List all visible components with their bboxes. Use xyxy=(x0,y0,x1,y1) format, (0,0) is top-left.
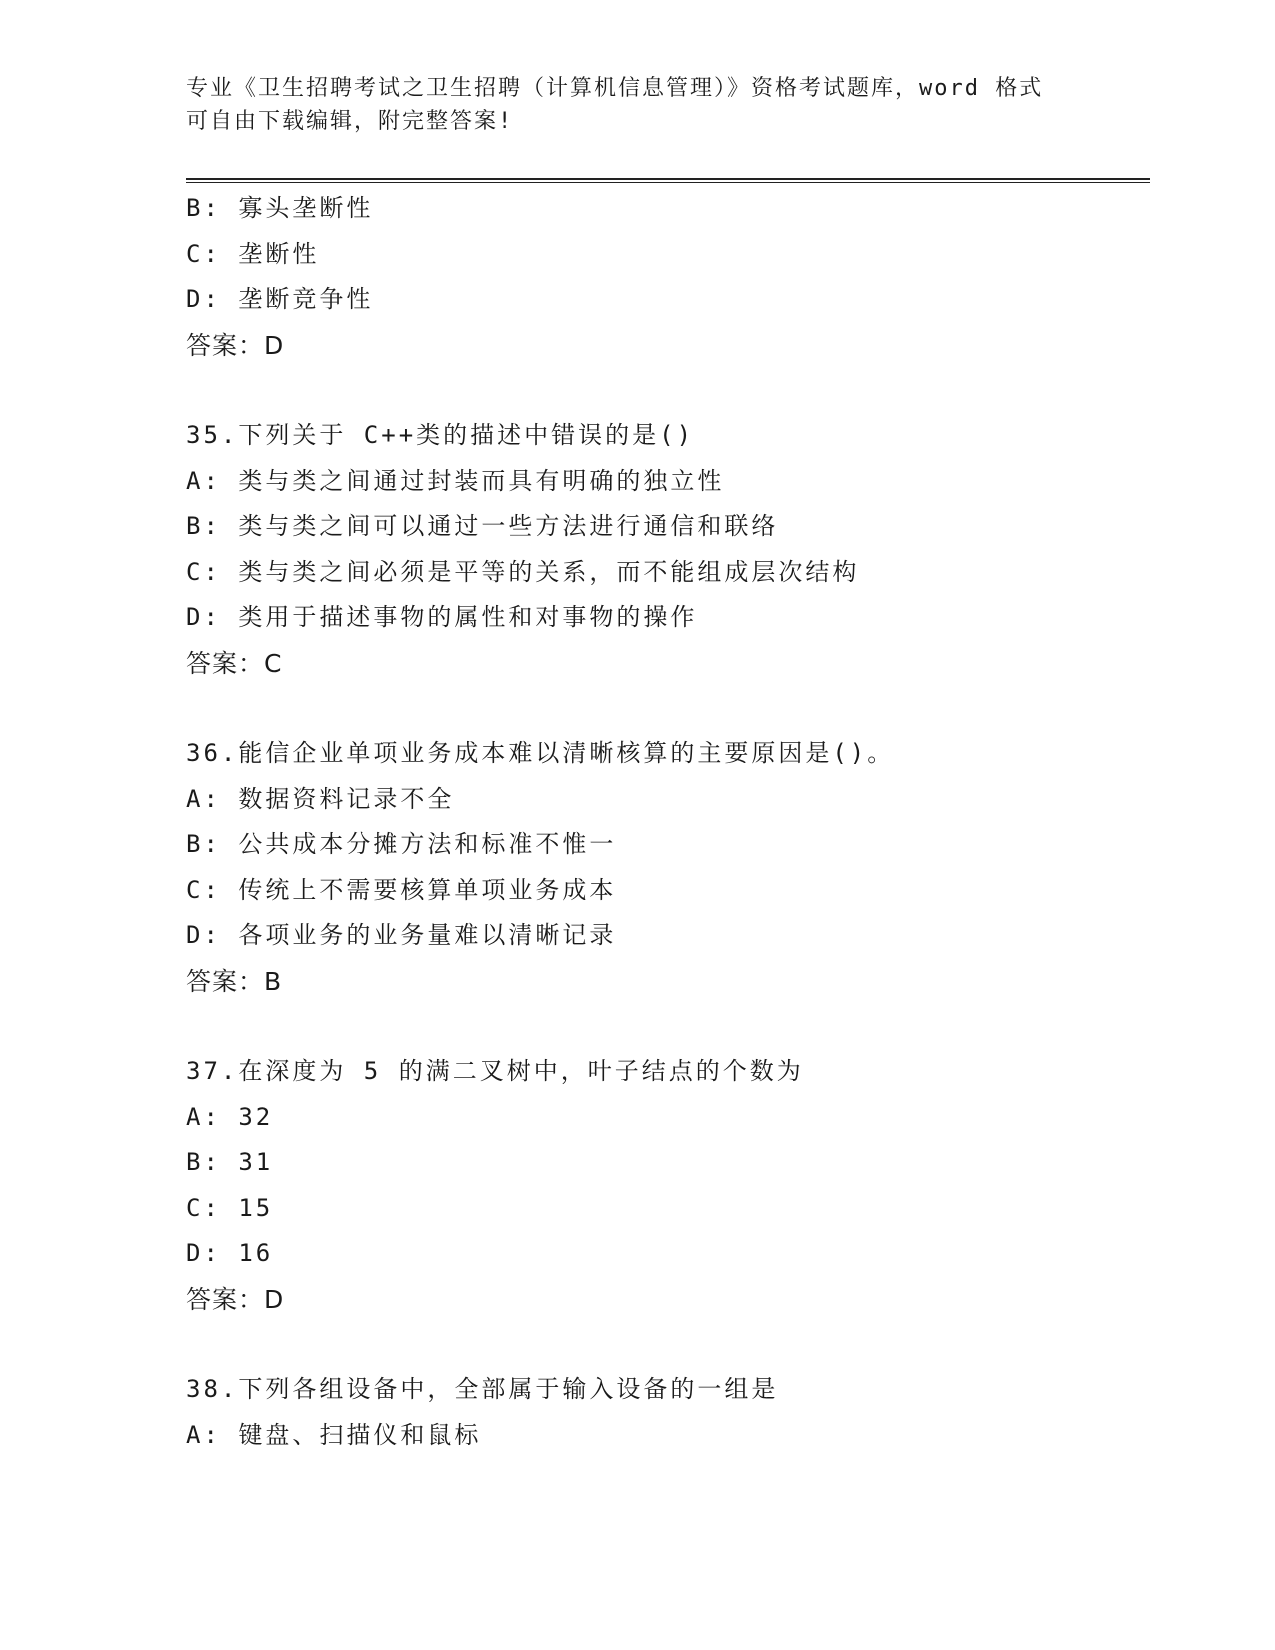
option-c: C: 垄断性 xyxy=(186,239,320,268)
question-stem: 38.下列各组设备中，全部属于输入设备的一组是 xyxy=(186,1375,779,1403)
option-a: A: 数据资料记录不全 xyxy=(186,784,455,813)
spacer xyxy=(186,368,1150,413)
option-a: A: 32 xyxy=(186,1102,274,1131)
option-c: C: 类与类之间必须是平等的关系，而不能组成层次结构 xyxy=(186,557,860,586)
question-stem: 36.能信企业单项业务成本难以清晰核算的主要原因是()。 xyxy=(186,739,895,767)
document-header xyxy=(186,72,1086,138)
header-title-line-2: 可自由下载编辑，附完整答案! xyxy=(186,109,514,134)
option-b: B: 寡头垄断性 xyxy=(186,194,374,222)
header-divider xyxy=(186,178,1150,183)
answer-line: 答案：C xyxy=(186,648,283,678)
question-list xyxy=(186,186,1150,1458)
option-d: D: 类用于描述事物的属性和对事物的操作 xyxy=(186,603,698,631)
option-b: B: 31 xyxy=(186,1148,274,1176)
question-stem: 35.下列关于 C++类的描述中错误的是() xyxy=(186,421,695,449)
option-b: B: 公共成本分摊方法和标准不惟一 xyxy=(186,830,617,858)
option-c: C: 15 xyxy=(186,1193,274,1222)
spacer xyxy=(186,686,1150,731)
spacer xyxy=(186,1322,1150,1367)
option-c: C: 传统上不需要核算单项业务成本 xyxy=(186,875,617,904)
spacer xyxy=(186,1004,1150,1049)
option-d: D: 各项业务的业务量难以清晰记录 xyxy=(186,921,617,949)
answer-line: 答案：D xyxy=(186,1284,285,1314)
option-b: B: 类与类之间可以通过一些方法进行通信和联络 xyxy=(186,512,779,540)
option-d: D: 16 xyxy=(186,1239,274,1267)
option-a: A: 类与类之间通过封装而具有明确的独立性 xyxy=(186,466,725,495)
header-title-line-1: 专业《卫生招聘考试之卫生招聘（计算机信息管理）》资格考试题库，word 格式 xyxy=(186,76,1044,101)
answer-line: 答案：B xyxy=(186,966,283,996)
option-d: D: 垄断竞争性 xyxy=(186,285,374,313)
question-stem: 37.在深度为 5 的满二叉树中，叶子结点的个数为 xyxy=(186,1057,804,1085)
answer-line: 答案：D xyxy=(186,330,285,360)
option-a: A: 键盘、扫描仪和鼠标 xyxy=(186,1420,482,1449)
